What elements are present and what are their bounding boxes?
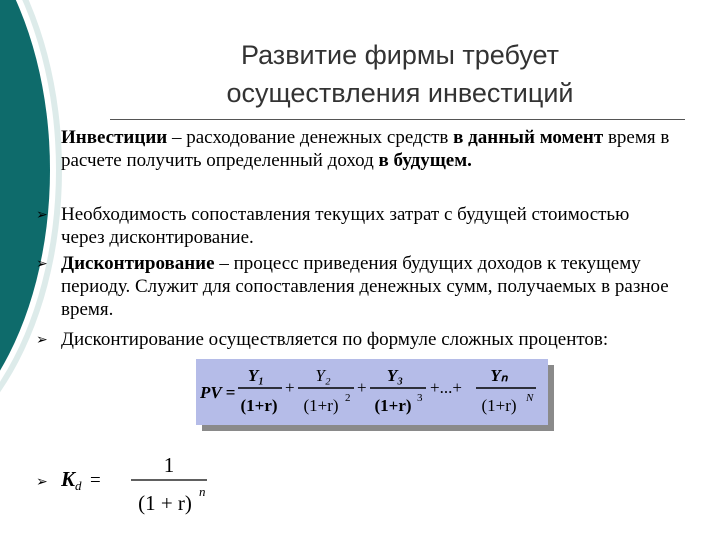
kd-equals: = (90, 470, 101, 491)
plus-sign: + (285, 378, 295, 397)
plus-sign: + (357, 378, 367, 397)
term-moment: в данный момент (453, 127, 604, 148)
term-denominator: (1+r) (240, 396, 278, 415)
formula-term-n (476, 366, 536, 415)
term-numerator: Y₁ (247, 366, 265, 385)
bullet-icon: ➢ (36, 207, 48, 223)
term-denominator: (1+r) (481, 396, 517, 415)
ellipsis-sign: +...+ (430, 378, 462, 397)
text: время в расчете получить определенный доход (61, 127, 670, 171)
title-line-2: осуществления инвестиций (226, 78, 574, 108)
title-divider (110, 119, 685, 120)
term-exponent: N (526, 392, 534, 404)
formula-term-1 (238, 366, 282, 415)
term-numerator: Y₂ (315, 366, 331, 385)
formula-kd (61, 452, 261, 522)
paragraph-discounting (61, 252, 671, 321)
title-line-1: Развитие фирмы требует (240, 40, 560, 70)
paragraph-formula-intro: Дисконтирование осуществляется по формуле сложных процентов: (61, 329, 609, 350)
bullet-icon: ➢ (36, 332, 48, 348)
formula-term-3 (370, 366, 426, 415)
paragraph-investments (61, 126, 671, 172)
formula-term-2 (298, 366, 354, 415)
term-future: в будущем. (378, 150, 472, 171)
term-numerator: Yₙ (490, 366, 508, 385)
term-investments: Инвестиции (61, 127, 168, 148)
formula-pv (196, 359, 548, 425)
slide-title (150, 36, 650, 112)
term-exponent: 2 (345, 392, 351, 404)
paragraph-comparison: Необходимость сопоставления текущих затрат с будущей стоимостью через дисконтирование. (61, 204, 630, 248)
decorative-circle (0, 0, 50, 460)
kd-numerator: 1 (163, 453, 175, 477)
term-denominator: (1+r) (374, 396, 412, 415)
kd-exponent: n (199, 484, 206, 499)
formula-pv-lhs: PV = (200, 383, 236, 402)
bullet-icon: ➢ (36, 474, 48, 490)
term-numerator: Y₃ (386, 366, 404, 385)
term-denominator: (1+r) (303, 396, 339, 415)
text: – расходование денежных средств (167, 127, 454, 148)
kd-subscript: d (75, 478, 82, 493)
bullet-icon: ➢ (36, 256, 48, 272)
term-exponent: 3 (417, 392, 423, 404)
text: – процесс приведения будущих доходов к текущему периоду. Служит для сопоставления денежных сумм, получаемых в разное время. (61, 253, 669, 320)
kd-symbol: K (61, 467, 76, 491)
kd-denominator: (1 + r) (138, 491, 192, 515)
term-discounting: Дисконтирование (61, 253, 215, 274)
